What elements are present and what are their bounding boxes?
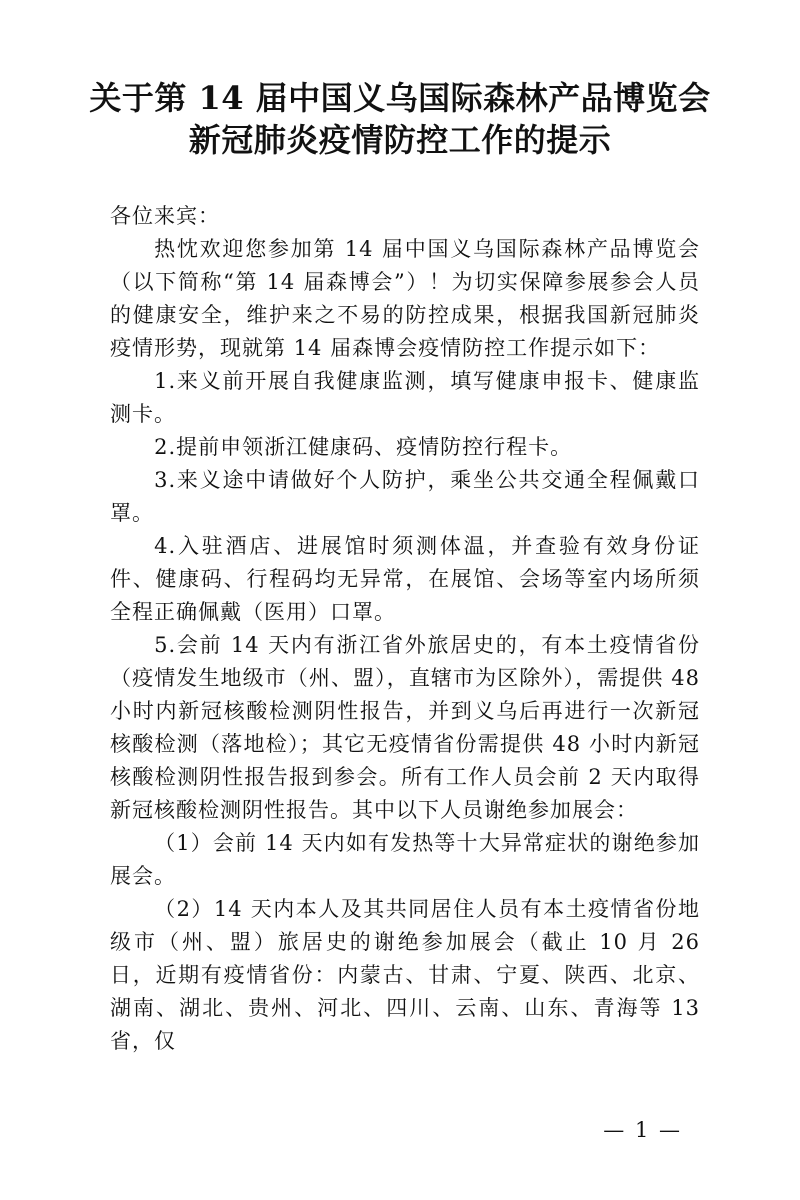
paragraph-item-2: 2.提前申领浙江健康码、疫情防控行程卡。 bbox=[154, 435, 573, 459]
document-title-line-2: 新冠肺炎疫情防控工作的提示 bbox=[188, 121, 612, 159]
document-title-line-1: 关于第 14 届中国义乌国际森林产品博览会 bbox=[89, 79, 711, 117]
paragraph-item-1: 1.来义前开展自我健康监测，填写健康申报卡、健康监测卡。 bbox=[110, 369, 700, 426]
paragraph-item-4: 4.入驻酒店、进展馆时须测体温，并查验有效身份证件、健康码、行程码均无异常，在展馆、会场等室内场所须全程正确佩戴（医用）口罩。 bbox=[110, 534, 700, 624]
page-number: — 1 — bbox=[603, 1118, 682, 1142]
paragraph-intro: 热忱欢迎您参加第 14 届中国义乌国际森林产品博览会（以下简称“第 14 届森博会”）！为切实保障参展参会人员的健康安全，维护来之不易的防控成果，根据我国新冠肺炎疫情形势，现就第 14 届森博会疫情防控工作提示如下： bbox=[110, 237, 700, 360]
greeting: 各位来宾： bbox=[110, 204, 220, 228]
paragraph-subitem-2: （2）14 天内本人及其共同居住人员有本土疫情省份地级市（州、盟）旅居史的谢绝参加展会（截止 10 月 26 日，近期有疫情省份：内蒙古、甘肃、宁夏、陕西、北京、湖南、湖北、贵州、河北、四川、云南、山东、青海等 13 省，仅 bbox=[110, 897, 700, 1053]
paragraph-item-3: 3.来义途中请做好个人防护，乘坐公共交通全程佩戴口罩。 bbox=[110, 468, 700, 525]
document-body bbox=[110, 200, 700, 1058]
paragraph-subitem-1: （1）会前 14 天内如有发热等十大异常症状的谢绝参加展会。 bbox=[110, 831, 700, 888]
paragraph-item-5: 5.会前 14 天内有浙江省外旅居史的，有本土疫情省份（疫情发生地级市（州、盟），直辖市为区除外），需提供 48 小时内新冠核酸检测阴性报告，并到义乌后再进行一次新冠核酸检测（落地检）；其它无疫情省份需提供 48 小时内新冠核酸检测阴性报告报到参会。所有工作人员会前 2 天内取得新冠核酸检测阴性报告。其中以下人员谢绝参加展会： bbox=[110, 633, 700, 822]
